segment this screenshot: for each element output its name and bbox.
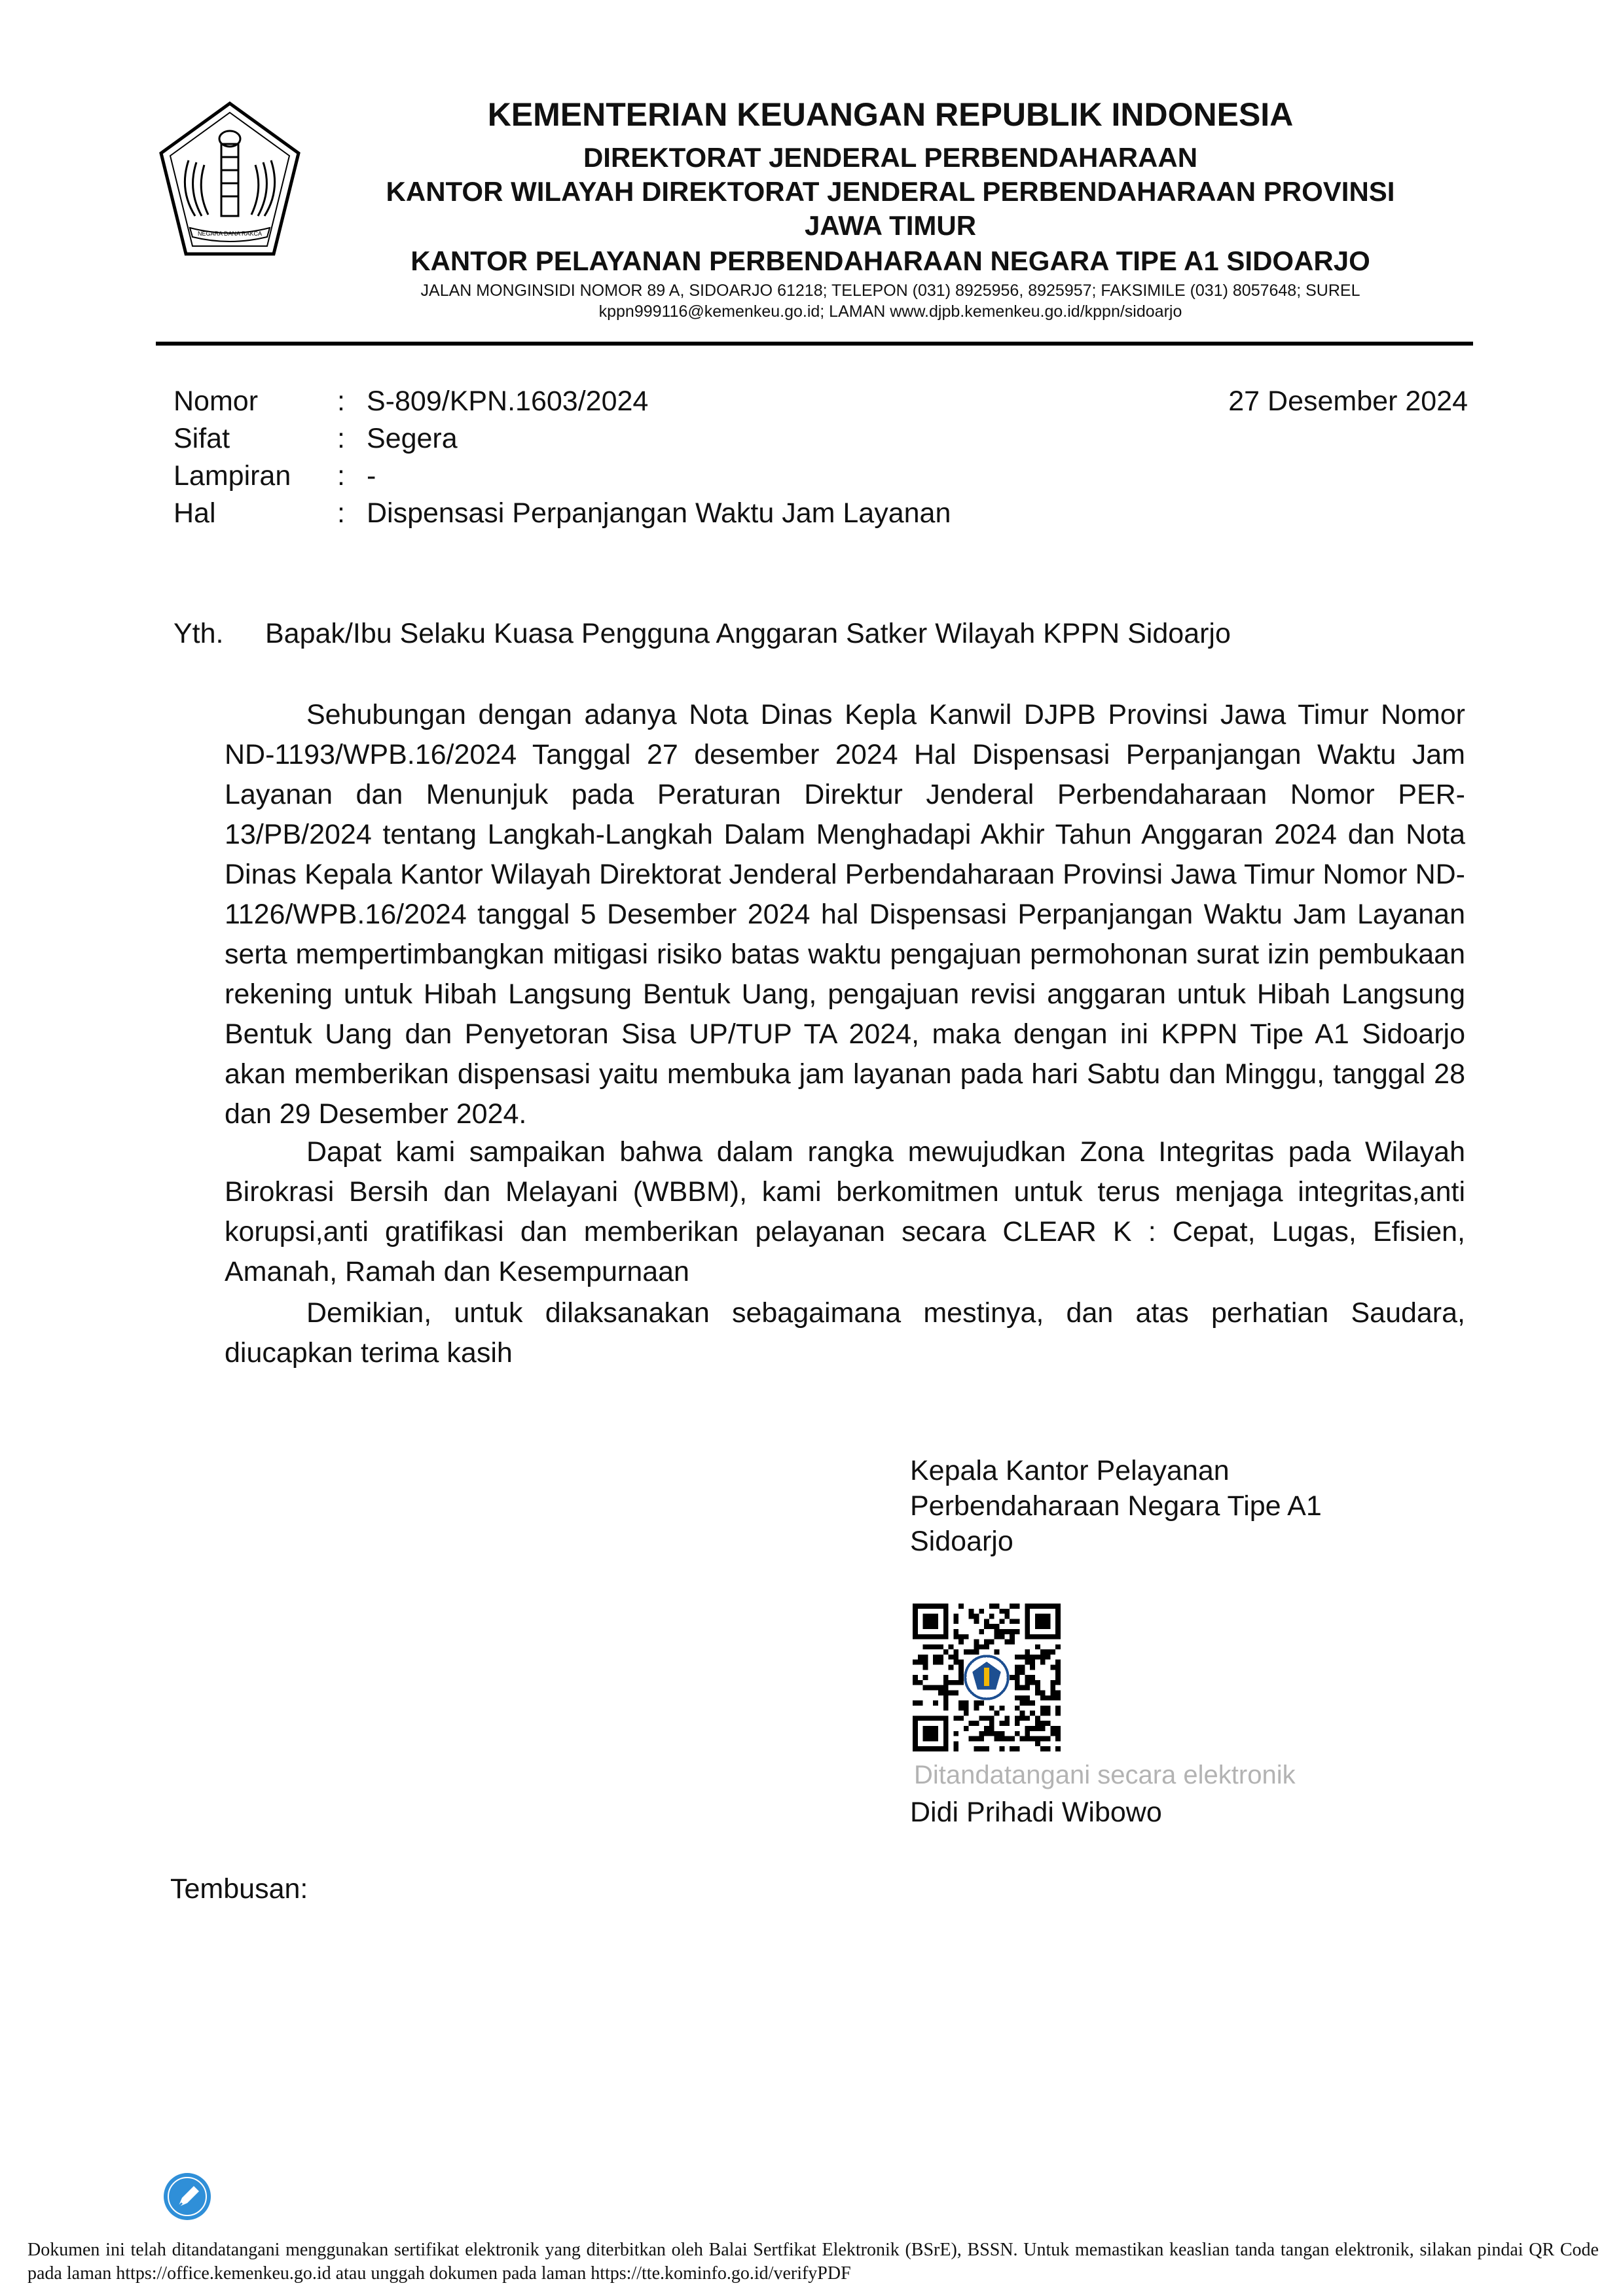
body-paragraph-2 [225,1132,1465,1292]
letterhead-address [327,280,1453,322]
footer-disclaimer: Dokumen ini telah ditandatangani menggunakan sertifikat elektronik yang diterbitkan oleh Balai Sertfikat Elektronik (BSrE), BSSN. Untuk memastikan keaslian tanda tangan elektronik, silakan pindai QR Code pada laman https://office.kemenkeu.go.id atau unggah dokumen pada laman https://tte.kominfo.go.id/verifyPDF [27,2240,1599,2284]
meta-row-hal [173,495,951,532]
meta-label: Sifat [173,423,230,454]
meta-value-sifat: Segera [367,423,458,454]
letter-meta [173,383,951,532]
tembusan-label: Tembusan: [170,1873,308,1905]
kemenkeu-emblem-icon [156,98,304,262]
recipient-value: Bapak/Ibu Selaku Kuasa Pengguna Anggaran Satker Wilayah KPPN Sidoarjo [265,618,1231,649]
signature-title-line: Perbendaharaan Negara Tipe A1 [910,1490,1322,1522]
letter-date: 27 Desember 2024 [1228,386,1468,417]
signature-title [910,1453,1322,1559]
qr-code-icon [913,1604,1061,1751]
logo-ribbon-text: NEGARA DANA RAKCA [197,230,263,237]
service-office-title: KANTOR PELAYANAN PERBENDAHARAAN NEGARA TIPE A1 SIDOARJO [410,245,1370,276]
meta-label: Hal [173,497,216,529]
province-title: JAWA TIMUR [804,210,977,241]
body-paragraph-1 [225,695,1465,1134]
meta-colon: : [337,386,345,417]
body-paragraph-3 [225,1293,1465,1373]
meta-colon: : [337,423,345,454]
recipient [173,615,1231,653]
meta-label: Lampiran [173,460,291,492]
meta-row-lampiran [173,457,951,495]
paragraph-text: Sehubungan dengan adanya Nota Dinas Kepla Kanwil DJPB Provinsi Jawa Timur Nomor ND-1193/WPB.16/2024 Tanggal 27 desember 2024 Hal Dispensasi Perpanjangan Waktu Jam Layanan dan Menunjuk pada Peraturan Direktur Jenderal Perbendaharaan Nomor PER-13/PB/2024 tentang Langkah-Langkah Dalam Menghadapi Akhir Tahun Anggaran 2024 dan Nota Dinas Kepala Kantor Wilayah Direktorat Jenderal Perbendaharaan Provinsi Jawa Timur Nomor ND-1126/WPB.16/2024 tanggal 5 Desember 2024 hal Dispensasi Perpanjangan Waktu Jam Layanan serta mempertimbangkan mitigasi risiko batas waktu pengajuan permohonan surat izin pembukaan rekening untuk Hibah Langsung Bentuk Uang, pengajuan revisi anggaran untuk Hibah Langsung Bentuk Uang dan Penyetoran Sisa UP/TUP TA 2024, maka dengan ini KPPN Tipe A1 Sidoarjo akan memberikan dispensasi yaitu membuka jam layanan pada hari Sabtu dan Minggu, tanggal 28 dan 29 Desember 2024. [225,699,1465,1130]
meta-value-nomor: S-809/KPN.1603/2024 [367,386,649,417]
address-line-2: kppn999116@kemenkeu.go.id; LAMAN www.djpb.kemenkeu.go.id/kppn/sidoarjo [598,302,1182,321]
ministry-title: KEMENTERIAN KEUANGAN REPUBLIK INDONESIA [487,96,1294,133]
paragraph-text: Dapat kami sampaikan bahwa dalam rangka mewujudkan Zona Integritas pada Wilayah Birokrasi Bersih dan Melayani (WBBM), kami berkomitmen untuk terus menjaga integritas,anti korupsi,anti gratifikasi dan memberikan pelayanan secara CLEAR K : Cepat, Lugas, Efisien, Amanah, Ramah dan Kesempurnaan [225,1136,1465,1287]
bsre-pen-icon [162,2172,212,2221]
meta-colon: : [337,497,345,529]
meta-row-nomor [173,383,951,420]
recipient-label: Yth. [173,618,224,649]
meta-value-hal: Dispensasi Perpanjangan Waktu Jam Layanan [367,497,951,529]
letterhead-divider [156,342,1473,346]
meta-label: Nomor [173,386,259,417]
signature-title-line: Kepala Kantor Pelayanan [910,1455,1230,1486]
meta-colon: : [337,460,345,492]
meta-value-lampiran: - [367,460,376,492]
meta-row-sifat [173,420,951,457]
paragraph-text: Demikian, untuk dilaksanakan sebagaimana mestinya, dan atas perhatian Saudara, diucapkan terima kasih [225,1297,1465,1369]
directorate-title: DIREKTORAT JENDERAL PERBENDAHARAAN [583,142,1198,173]
signer-name: Didi Prihadi Wibowo [910,1797,1162,1828]
address-line-1: JALAN MONGINSIDI NOMOR 89 A, SIDOARJO 61218; TELEPON (031) 8925956, 8925957; FAKSIMILE (031) 8057648; SUREL [420,281,1360,300]
signature-title-line: Sidoarjo [910,1526,1013,1557]
esign-note: Ditandatangani secara elektronik [914,1761,1296,1789]
regional-office-title: KANTOR WILAYAH DIREKTORAT JENDERAL PERBENDAHARAAN PROVINSI [386,176,1395,207]
